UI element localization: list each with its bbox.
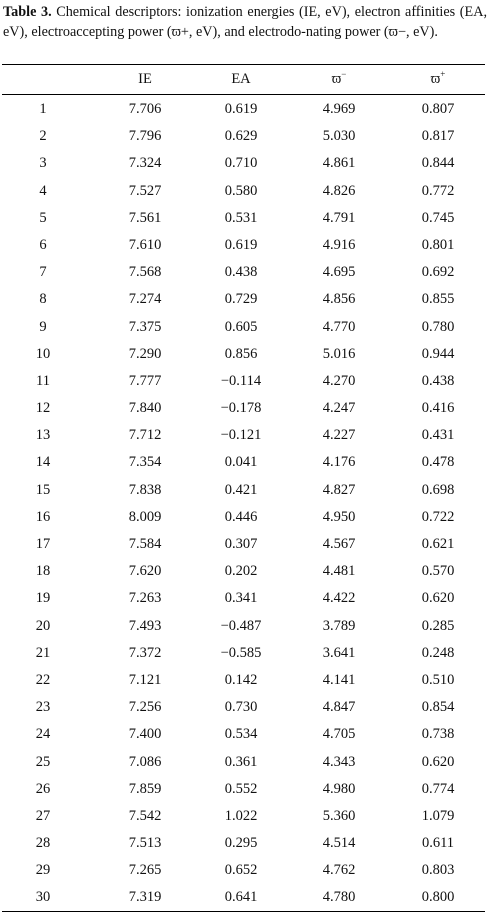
cell-electroaccepting-power: 1.079: [421, 807, 455, 824]
cell-electrodonating-power: 4.705: [322, 726, 356, 743]
cell-electrodonating-power: 3.789: [322, 617, 356, 634]
cell-electroaccepting-power: 0.621: [421, 536, 455, 552]
cell-electroaccepting-power: 0.285: [421, 617, 455, 634]
cell-electrodonating-power: 5.016: [322, 345, 356, 362]
cell-ie: 7.777: [128, 372, 162, 389]
cell-electroaccepting-power: 0.620: [421, 590, 455, 607]
cell-electrodonating-power: 4.270: [322, 372, 356, 389]
table-row: [0, 151, 489, 178]
cell-electroaccepting-power: 0.692: [421, 264, 455, 281]
cell-compound-number: 5: [39, 209, 47, 226]
cell-ie: 7.796: [128, 128, 162, 145]
cell-ie: 7.610: [128, 236, 162, 253]
cell-ie: 7.712: [128, 427, 162, 444]
cell-electrodonating-power: 4.847: [322, 699, 356, 716]
column-header-electroaccepting-symbol: ϖ: [430, 71, 441, 87]
table-row: [0, 532, 489, 559]
cell-ie: 7.263: [128, 590, 162, 607]
cell-compound-number: 22: [35, 671, 51, 688]
cell-compound-number: 3: [39, 155, 47, 172]
cell-compound-number: 11: [36, 372, 50, 389]
cell-ie: 7.324: [128, 155, 162, 172]
table-row: [0, 614, 489, 641]
cell-electrodonating-power: 4.780: [322, 889, 356, 906]
table-row: [0, 315, 489, 342]
cell-ea: 0.142: [224, 671, 258, 688]
cell-compound-number: 29: [35, 862, 51, 879]
table-row: [0, 369, 489, 396]
cell-electrodonating-power: 4.980: [322, 780, 356, 797]
cell-electrodonating-power: 4.227: [322, 427, 356, 444]
cell-ie: 7.400: [128, 726, 162, 743]
table-row: [0, 206, 489, 233]
table-row: [0, 858, 489, 885]
column-header-electrodonating-sign: −: [341, 69, 347, 80]
cell-ea: 0.629: [224, 128, 258, 145]
cell-electrodonating-power: 4.791: [322, 209, 356, 226]
cell-electrodonating-power: 4.969: [322, 101, 356, 117]
cell-ea: −0.121: [220, 427, 262, 444]
cell-ea: 0.730: [224, 699, 258, 716]
cell-electrodonating-power: 3.641: [322, 644, 356, 661]
cell-compound-number: 28: [35, 835, 51, 852]
cell-ea: −0.178: [220, 400, 262, 417]
cell-ie: 7.493: [128, 617, 162, 634]
cell-electroaccepting-power: 0.611: [421, 835, 455, 852]
cell-ie: 7.290: [128, 345, 162, 362]
cell-electroaccepting-power: 0.772: [421, 182, 455, 199]
column-header-ea: EA: [231, 71, 251, 87]
cell-electrodonating-power: 4.950: [322, 508, 356, 525]
cell-compound-number: 14: [35, 454, 51, 471]
cell-ie: 7.859: [128, 780, 162, 797]
cell-electrodonating-power: 4.762: [322, 862, 356, 879]
cell-ea: 1.022: [224, 807, 258, 824]
cell-ea: −0.114: [220, 372, 262, 389]
column-header-electrodonating-symbol: ϖ: [331, 71, 342, 87]
cell-electrodonating-power: 4.176: [322, 454, 356, 471]
cell-electroaccepting-power: 0.416: [421, 400, 455, 417]
column-header-electroaccepting-power: [398, 71, 478, 88]
cell-compound-number: 10: [35, 345, 51, 362]
table-row: [0, 722, 489, 749]
cell-ea: 0.041: [224, 454, 258, 471]
cell-ea: 0.446: [224, 508, 258, 525]
cell-electroaccepting-power: 0.510: [421, 671, 455, 688]
cell-compound-number: 1: [39, 101, 47, 117]
cell-compound-number: 12: [35, 400, 51, 417]
cell-ea: 0.361: [224, 753, 258, 770]
cell-ie: 7.620: [128, 563, 162, 580]
cell-compound-number: 17: [35, 536, 51, 552]
cell-compound-number: 13: [35, 427, 51, 444]
column-header-electrodonating-power: [299, 71, 379, 88]
table-bottom-rule: [2, 911, 485, 912]
cell-electroaccepting-power: 0.620: [421, 753, 455, 770]
table-row: [0, 641, 489, 668]
cell-electroaccepting-power: 0.431: [421, 427, 455, 444]
cell-electroaccepting-power: 0.438: [421, 372, 455, 389]
table-row: [0, 559, 489, 586]
cell-electroaccepting-power: 0.698: [421, 481, 455, 498]
cell-ie: 8.009: [128, 508, 162, 525]
table-caption-text: Chemical descriptors: ionization energies (IE, eV), electron affinities (EA, eV), electroaccepting power (ϖ+, eV), and electrodo-nating power (ϖ−, eV).: [3, 4, 487, 40]
cell-ie: 7.354: [128, 454, 162, 471]
cell-ea: 0.856: [224, 345, 258, 362]
cell-ea: 0.619: [224, 236, 258, 253]
cell-ie: 7.840: [128, 400, 162, 417]
cell-compound-number: 7: [39, 264, 47, 281]
cell-electrodonating-power: 5.360: [322, 807, 356, 824]
cell-ea: 0.531: [224, 209, 258, 226]
table-row: [0, 450, 489, 477]
cell-ie: 7.265: [128, 862, 162, 879]
cell-compound-number: 16: [35, 508, 51, 525]
cell-compound-number: 20: [35, 617, 51, 634]
table-caption: [3, 3, 487, 42]
cell-ie: 7.274: [128, 291, 162, 308]
table-row: [0, 179, 489, 206]
cell-ea: 0.641: [224, 889, 258, 906]
cell-ea: −0.487: [220, 617, 262, 634]
cell-electroaccepting-power: 0.801: [421, 236, 455, 253]
cell-ea: 0.580: [224, 182, 258, 199]
cell-ie: 7.319: [128, 889, 162, 906]
table-row: [0, 396, 489, 423]
table-row: [0, 586, 489, 613]
cell-electroaccepting-power: 0.780: [421, 318, 455, 335]
cell-ie: 7.568: [128, 264, 162, 281]
cell-electrodonating-power: 5.030: [322, 128, 356, 145]
table-row: [0, 750, 489, 777]
table-row: [0, 97, 489, 124]
cell-ea: 0.202: [224, 563, 258, 580]
cell-ie: 7.527: [128, 182, 162, 199]
cell-electroaccepting-power: 0.800: [421, 889, 455, 906]
cell-compound-number: 18: [35, 563, 51, 580]
table-header: [0, 64, 489, 94]
table-row: [0, 124, 489, 151]
cell-electrodonating-power: 4.567: [322, 536, 356, 552]
cell-electrodonating-power: 4.343: [322, 753, 356, 770]
cell-electrodonating-power: 4.422: [322, 590, 356, 607]
cell-electroaccepting-power: 0.248: [421, 644, 455, 661]
cell-electrodonating-power: 4.856: [322, 291, 356, 308]
cell-ea: 0.295: [224, 835, 258, 852]
cell-compound-number: 2: [39, 128, 47, 145]
cell-electrodonating-power: 4.916: [322, 236, 356, 253]
cell-electroaccepting-power: 0.738: [421, 726, 455, 743]
table-row: [0, 505, 489, 532]
cell-electroaccepting-power: 0.944: [421, 345, 455, 362]
cell-electrodonating-power: 4.481: [322, 563, 356, 580]
cell-electroaccepting-power: 0.478: [421, 454, 455, 471]
table-body: [0, 97, 489, 913]
cell-electrodonating-power: 4.247: [322, 400, 356, 417]
table-row: [0, 668, 489, 695]
cell-compound-number: 24: [35, 726, 51, 743]
cell-ea: 0.307: [224, 536, 258, 552]
cell-ie: 7.706: [128, 101, 162, 117]
table-row: [0, 695, 489, 722]
table-row: [0, 233, 489, 260]
table-header-rule: [2, 94, 485, 95]
cell-compound-number: 26: [35, 780, 51, 797]
cell-compound-number: 15: [35, 481, 51, 498]
cell-ie: 7.121: [128, 671, 162, 688]
cell-ea: 0.552: [224, 780, 258, 797]
cell-ea: −0.585: [220, 644, 262, 661]
cell-electrodonating-power: 4.826: [322, 182, 356, 199]
column-header-electroaccepting-sign: +: [440, 69, 446, 80]
table-row: [0, 777, 489, 804]
cell-ie: 7.561: [128, 209, 162, 226]
cell-ea: 0.534: [224, 726, 258, 743]
cell-ie: 7.542: [128, 807, 162, 824]
cell-electrodonating-power: 4.827: [322, 481, 356, 498]
cell-ie: 7.372: [128, 644, 162, 661]
table-row: [0, 804, 489, 831]
cell-compound-number: 23: [35, 699, 51, 716]
cell-compound-number: 4: [39, 182, 47, 199]
cell-electroaccepting-power: 0.722: [421, 508, 455, 525]
cell-electroaccepting-power: 0.570: [421, 563, 455, 580]
table-caption-label: Table 3.: [3, 4, 52, 20]
cell-electroaccepting-power: 0.854: [421, 699, 455, 716]
cell-ea: 0.438: [224, 264, 258, 281]
cell-ea: 0.341: [224, 590, 258, 607]
table-row: [0, 885, 489, 912]
cell-compound-number: 19: [35, 590, 51, 607]
cell-electrodonating-power: 4.695: [322, 264, 356, 281]
cell-electrodonating-power: 4.861: [322, 155, 356, 172]
table-row: [0, 478, 489, 505]
cell-ea: 0.652: [224, 862, 258, 879]
table-row: [0, 287, 489, 314]
table-row: [0, 260, 489, 287]
cell-compound-number: 21: [35, 644, 51, 661]
cell-electroaccepting-power: 0.745: [421, 209, 455, 226]
cell-ie: 7.513: [128, 835, 162, 852]
cell-compound-number: 8: [39, 291, 47, 308]
cell-electrodonating-power: 4.770: [322, 318, 356, 335]
cell-ie: 7.256: [128, 699, 162, 716]
cell-ea: 0.605: [224, 318, 258, 335]
table-row: [0, 423, 489, 450]
cell-electroaccepting-power: 0.817: [421, 128, 455, 145]
cell-electroaccepting-power: 0.803: [421, 862, 455, 879]
column-header-ie: IE: [138, 71, 152, 87]
cell-ea: 0.421: [224, 481, 258, 498]
cell-ie: 7.584: [128, 536, 162, 552]
cell-ie: 7.375: [128, 318, 162, 335]
cell-compound-number: 27: [35, 807, 51, 824]
table-row: [0, 831, 489, 858]
cell-ea: 0.710: [224, 155, 258, 172]
table-row: [0, 342, 489, 369]
cell-ea: 0.729: [224, 291, 258, 308]
cell-electroaccepting-power: 0.807: [421, 101, 455, 117]
cell-compound-number: 30: [35, 889, 51, 906]
cell-compound-number: 6: [39, 236, 47, 253]
cell-electrodonating-power: 4.141: [322, 671, 356, 688]
cell-compound-number: 25: [35, 753, 51, 770]
cell-electroaccepting-power: 0.844: [421, 155, 455, 172]
cell-ea: 0.619: [224, 101, 258, 117]
cell-electroaccepting-power: 0.855: [421, 291, 455, 308]
cell-compound-number: 9: [39, 318, 47, 335]
cell-electroaccepting-power: 0.774: [421, 780, 455, 797]
cell-electrodonating-power: 4.514: [322, 835, 356, 852]
cell-ie: 7.086: [128, 753, 162, 770]
cell-ie: 7.838: [128, 481, 162, 498]
